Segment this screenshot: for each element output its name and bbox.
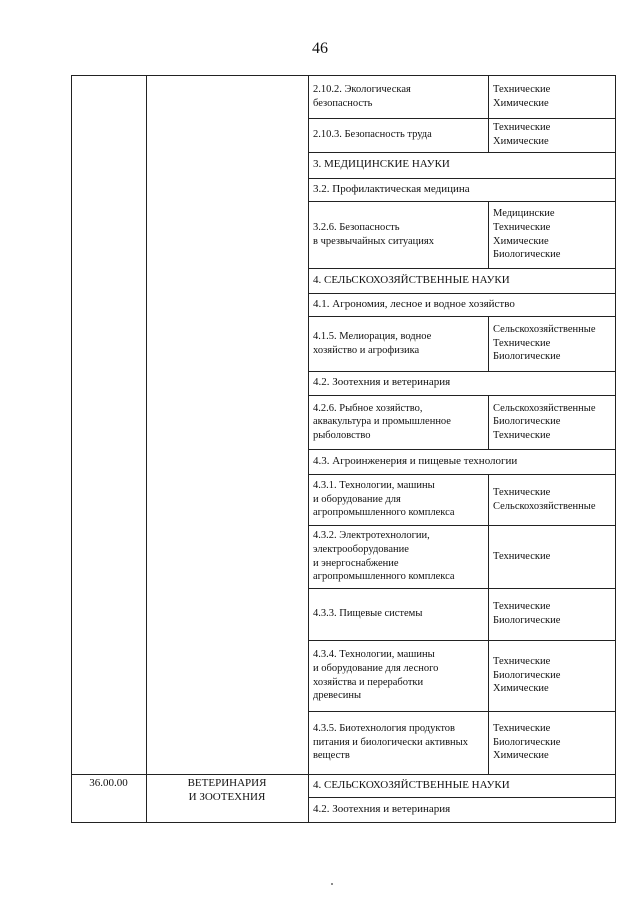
specialty-cell: 4.2.6. Рыбное хозяйство, аквакультура и промышленное рыболовство (313, 402, 451, 441)
section-heading: 3.2. Профилактическая медицина (313, 182, 470, 195)
science-fields-cell: Медицинские Технические Химические Биологические (493, 208, 561, 261)
science-fields-cell: Технические Биологические Химические (493, 656, 561, 695)
science-fields-cell: Технические Биологические (493, 601, 561, 626)
science-fields-cell: Сельскохозяйственные Технические Биологические (493, 324, 596, 363)
science-fields-cell: Технические Сельскохозяйственные (493, 486, 596, 512)
section-heading: 4.1. Агрономия, лесное и водное хозяйство (313, 297, 515, 310)
specialty-cell: 4.3.1. Технологии, машины и оборудование для агропромышленного комплекса (313, 480, 455, 519)
row-divider (308, 822, 616, 823)
specialty-cell: 4.1.5. Мелиорация, водное хозяйство и агрофизика (313, 330, 432, 356)
page-number: 46 (312, 40, 328, 57)
section-heading: 4. СЕЛЬСКОХОЗЯЙСТВЕННЫЕ НАУКИ (313, 778, 510, 791)
specialty-cell: 2.10.3. Безопасность труда (313, 129, 432, 141)
section-heading: 4.2. Зоотехния и ветеринария (313, 376, 451, 389)
science-fields-cell: Сельскохозяйственные Биологические Технические (493, 402, 596, 441)
section-heading: 4.3. Агроинженерия и пищевые технологии (313, 454, 518, 467)
specialty-name: ВЕТЕРИНАРИЯ И ЗООТЕХНИЯ (187, 777, 267, 803)
science-fields-cell: Технические Биологические Химические (493, 723, 561, 762)
table-border-top (71, 75, 308, 76)
column-divider-code (146, 75, 147, 823)
science-fields-cell: Технические Химические (493, 122, 551, 147)
science-fields-cell: Технические (493, 550, 551, 562)
table-border-left (71, 75, 72, 823)
specialty-code: 36.00.00 (89, 777, 128, 789)
specialty-cell: 4.3.4. Технологии, машины и оборудование для лесного хозяйства и переработки древесины (313, 649, 439, 702)
specialty-cell: 2.10.2. Экологическая безопасность (313, 83, 411, 109)
section-heading: 3. МЕДИЦИНСКИЕ НАУКИ (313, 158, 450, 171)
specialty-cell: 4.3.2. Электротехнологии, электрооборудование и энергоснабжение агропромышленного комплекса (313, 530, 455, 583)
specialty-cell: 4.3.3. Пищевые системы (313, 608, 423, 620)
section-heading: 4.2. Зоотехния и ветеринария (313, 802, 451, 815)
specialty-cell: 4.3.5. Биотехнология продуктов питания и биологически активных веществ (313, 723, 468, 762)
science-fields-cell: Технические Химические (493, 83, 551, 109)
table-border-bottom (71, 822, 308, 823)
scan-speck (331, 883, 333, 885)
section-heading: 4. СЕЛЬСКОХОЗЯЙСТВЕННЫЕ НАУКИ (313, 273, 510, 286)
specialty-cell: 3.2.6. Безопасность в чрезвычайных ситуациях (313, 221, 434, 247)
